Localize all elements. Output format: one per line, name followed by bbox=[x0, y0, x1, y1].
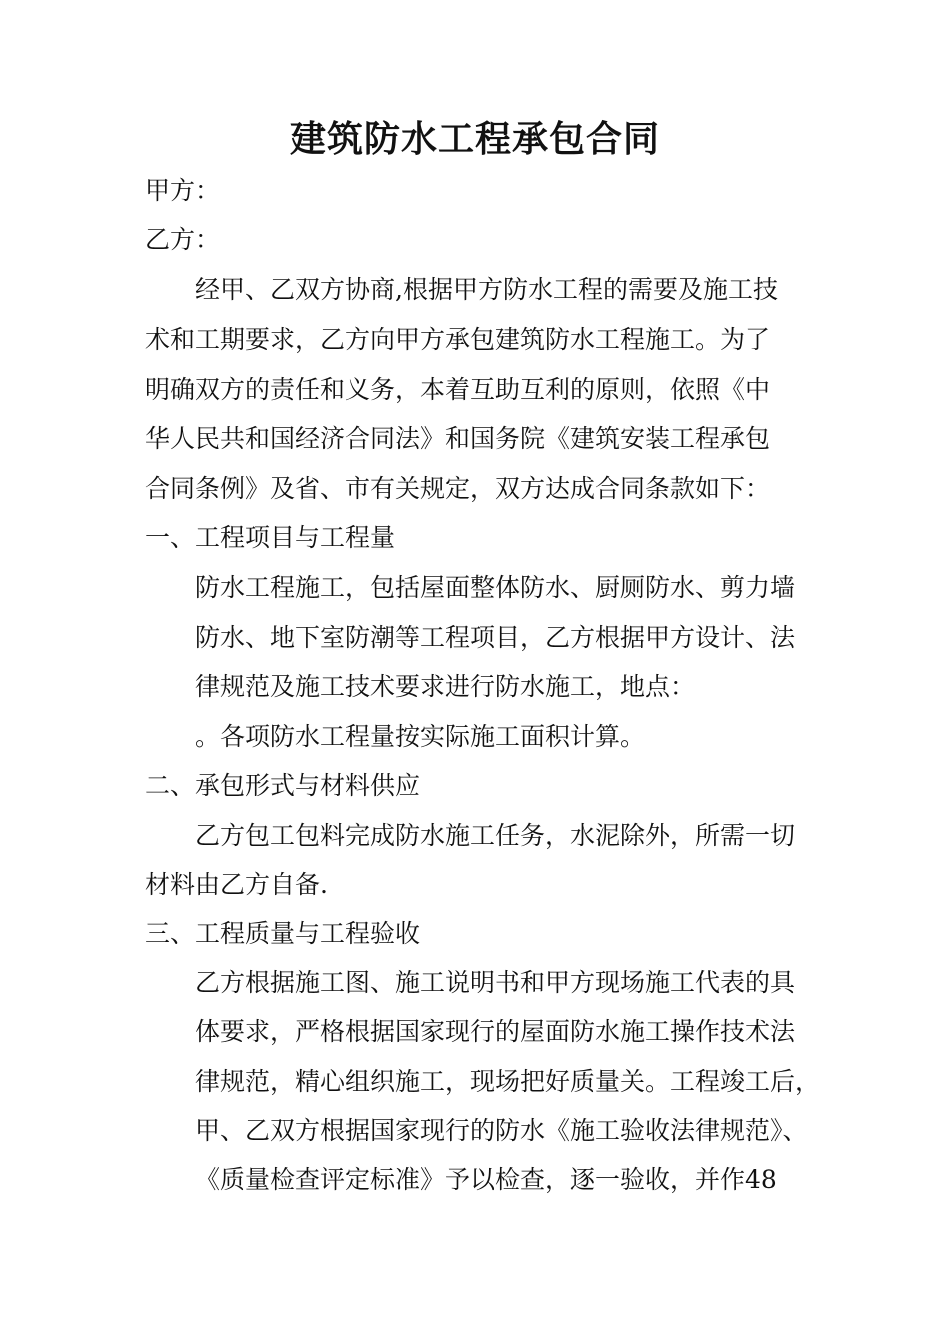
intro-line-3: 明确双方的责任和义务，本着互助互利的原则，依照《中 bbox=[145, 375, 771, 404]
section-1-line-4: 。各项防水工程量按实际施工面积计算。 bbox=[195, 722, 646, 751]
intro-line-4: 华人民共和国经济合同法》和国务院《建筑安装工程承包 bbox=[145, 424, 771, 453]
section-2-line-1: 乙方包工包料完成防水施工任务，水泥除外，所需一切 bbox=[195, 821, 796, 850]
intro-line-1: 经甲、乙双方协商,根据甲方防水工程的需要及施工技 bbox=[195, 275, 778, 304]
section-1-line-2: 防水、地下室防潮等工程项目，乙方根据甲方设计、法 bbox=[195, 623, 796, 652]
document-title: 建筑防水工程承包合同 bbox=[289, 119, 660, 160]
section-1-heading: 一、工程项目与工程量 bbox=[145, 523, 396, 552]
section-1-line-1: 防水工程施工，包括屋面整体防水、厨厕防水、剪力墙 bbox=[195, 573, 796, 602]
section-3-heading: 三、工程质量与工程验收 bbox=[145, 919, 421, 948]
section-3-line-5: 《质量检查评定标准》予以检查，逐一验收，并作48 bbox=[195, 1165, 777, 1194]
section-2-line-2: 材料由乙方自备. bbox=[145, 870, 328, 899]
section-3-line-2: 体要求，严格根据国家现行的屋面防水施工操作技术法 bbox=[195, 1017, 796, 1046]
party-a-line: 甲方： bbox=[145, 176, 221, 205]
section-3-line-4: 甲、乙双方根据国家现行的防水《施工验收法律规范》、 bbox=[195, 1116, 808, 1145]
section-2-heading: 二、承包形式与材料供应 bbox=[145, 771, 421, 800]
intro-line-2: 术和工期要求，乙方向甲方承包建筑防水工程施工。为了 bbox=[145, 325, 771, 354]
party-b-line: 乙方： bbox=[145, 225, 221, 254]
intro-line-5: 合同条例》及省、市有关规定，双方达成合同条款如下： bbox=[145, 474, 771, 503]
section-1-line-3: 律规范及施工技术要求进行防水施工，地点： bbox=[195, 672, 696, 701]
section-3-line-1: 乙方根据施工图、施工说明书和甲方现场施工代表的具 bbox=[195, 968, 796, 997]
section-3-line-3: 律规范，精心组织施工，现场把好质量关。工程竣工后， bbox=[195, 1067, 821, 1096]
